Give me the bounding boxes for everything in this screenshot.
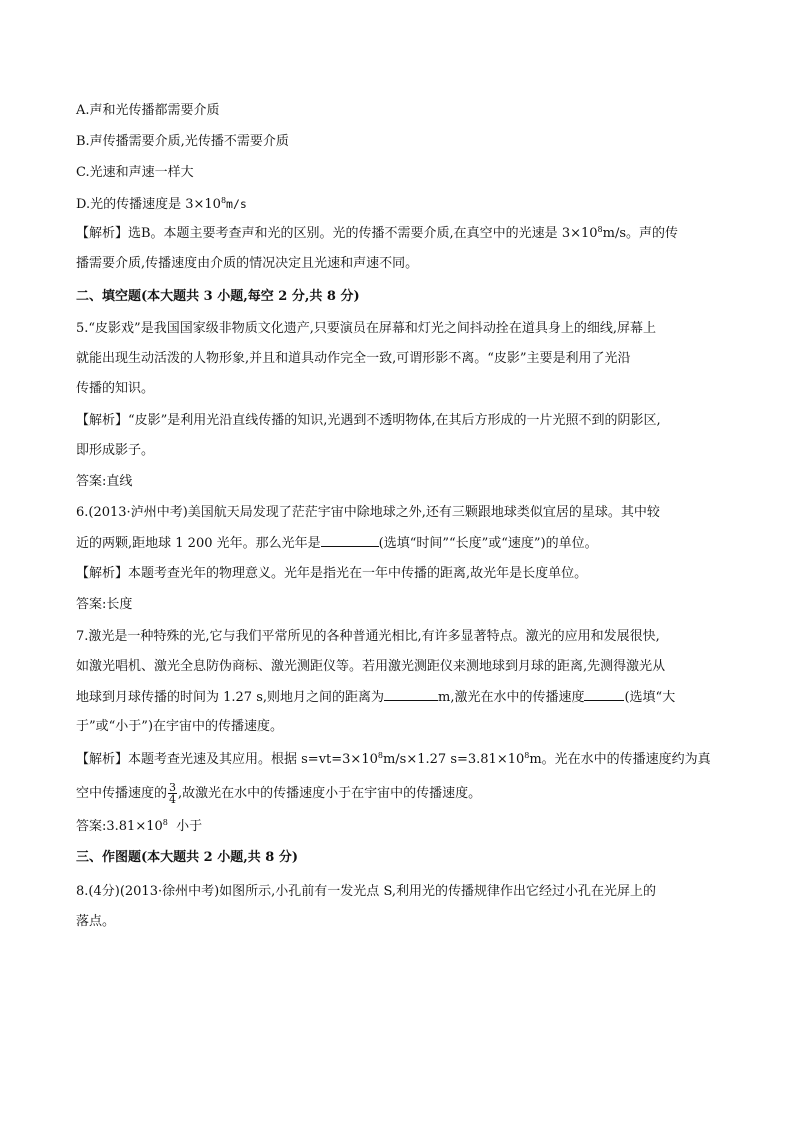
- q4-analysis-text: 【解析】选B。本题主要考查声和光的区别。光的传播不需要介质,在真空中的光速是 3×10: [76, 226, 598, 241]
- q6-answer-blank[interactable]: [321, 534, 379, 547]
- option-d-exponent: 8: [220, 196, 227, 205]
- q5-analysis-line1: 【解析】“皮影”是利用光沿直线传播的知识,光遇到不透明物体,在其后方形成的一片光照不到的阴影区,: [76, 413, 661, 428]
- q7-answer-exponent: 8: [162, 818, 168, 827]
- q7-analysis-text-end: m。光在水中的传播速度约为真: [529, 752, 711, 767]
- q7-analysis-text: 【解析】本题考查光速及其应用。根据 s=vt=3×10: [76, 752, 378, 767]
- option-a: A.声和光传播都需要介质: [76, 103, 220, 118]
- q4-analysis-text-end: m/s。声的传: [602, 226, 679, 241]
- option-d-text: D.光的传播速度是 3×10: [76, 197, 221, 212]
- q8-line2: 落点。: [76, 914, 116, 929]
- option-d: [76, 195, 247, 214]
- q7-speed-blank[interactable]: [584, 688, 624, 701]
- q6-line2: [76, 534, 598, 553]
- q5-line1: 5.“皮影戏”是我国国家级非物质文化遗产,只要演员在屏幕和灯光之间抖动拴在道具身上的细线,屏幕上: [76, 321, 656, 336]
- three-quarters-fraction: [168, 782, 177, 805]
- q6-answer: 答案:长度: [76, 597, 133, 612]
- q7-answer-text: 答案:3.81×10: [76, 819, 163, 834]
- q4-analysis-exponent: 8: [597, 225, 603, 234]
- q7-line3-text-end: (选填“大: [624, 690, 676, 705]
- q7-line3-text-mid: m,激光在水中的传播速度: [438, 690, 585, 705]
- q7-analysis-exponent-2: 8: [524, 751, 530, 760]
- q6-line2-text: 近的两颗,距地球 1 200 光年。那么光年是: [76, 536, 321, 551]
- q5-line2: 就能出现生动活泼的人物形象,并且和道具动作完全一致,可谓形影不离。“皮影”主要是利用了光沿: [76, 351, 631, 366]
- q6-line1: 6.(2013·泸州中考)美国航天局发现了茫茫宇宙中除地球之外,还有三颗跟地球类似宜居的星球。其中较: [76, 505, 660, 520]
- section3-heading: 三、作图题(本大题共 2 小题,共 8 分): [76, 850, 299, 865]
- q7-analysis-line2: [76, 782, 481, 805]
- q7-distance-blank[interactable]: [384, 688, 438, 701]
- option-b: B.声传播需要介质,光传播不需要介质: [76, 134, 289, 149]
- q7-analysis2-text-end: ,故激光在水中的传播速度小于在宇宙中的传播速度。: [178, 786, 482, 801]
- q7-line4: 于”或“小于”)在宇宙中的传播速度。: [76, 719, 284, 734]
- q5-line3: 传播的知识。: [76, 381, 155, 396]
- q7-answer: [76, 818, 202, 836]
- q6-line2-text-end: (选填“时间”“长度”或“速度”)的单位。: [378, 536, 598, 551]
- q7-analysis-text-mid: m/s×1.27 s=3.81×10: [382, 752, 525, 767]
- q5-answer: 答案:直线: [76, 474, 133, 489]
- q6-analysis: 【解析】本题考查光年的物理意义。光年是指光在一年中传播的距离,故光年是长度单位。: [76, 566, 588, 581]
- q4-analysis-line1: [76, 225, 678, 243]
- q7-analysis-line1: [76, 751, 711, 769]
- q7-line3-text: 地球到月球传播的时间为 1.27 s,则地月之间的距离为: [76, 690, 385, 705]
- q7-line3: [76, 688, 675, 707]
- fraction-denominator: 4: [169, 793, 177, 806]
- q8-line1: 8.(4分)(2013·徐州中考)如图所示,小孔前有一发光点 S,利用光的传播规律作出它经过小孔在光屏上的: [76, 884, 657, 899]
- q7-line1: 7.激光是一种特殊的光,它与我们平常所见的各种普通光相比,有许多显著特点。激光的应用和发展很快,: [76, 629, 660, 644]
- q7-analysis2-text: 空中传播速度的: [76, 786, 168, 801]
- q4-analysis-line2: 播需要介质,传播速度由介质的情况决定且光速和声速不同。: [76, 256, 419, 271]
- q7-analysis-exponent-1: 8: [377, 751, 383, 760]
- q7-answer-text-end: 小于: [167, 819, 203, 834]
- q7-line2: 如激光唱机、激光全息防伪商标、激光测距仪等。若用激光测距仪来测地球到月球的距离,先测得激光从: [76, 659, 666, 674]
- option-d-unit: m/s: [226, 197, 247, 211]
- option-c: C.光速和声速一样大: [76, 165, 194, 180]
- fraction-numerator: 3: [169, 781, 177, 794]
- q5-analysis-line2: 即形成影子。: [76, 443, 155, 458]
- section2-heading: 二、填空题(本大题共 3 小题,每空 2 分,共 8 分): [76, 289, 360, 304]
